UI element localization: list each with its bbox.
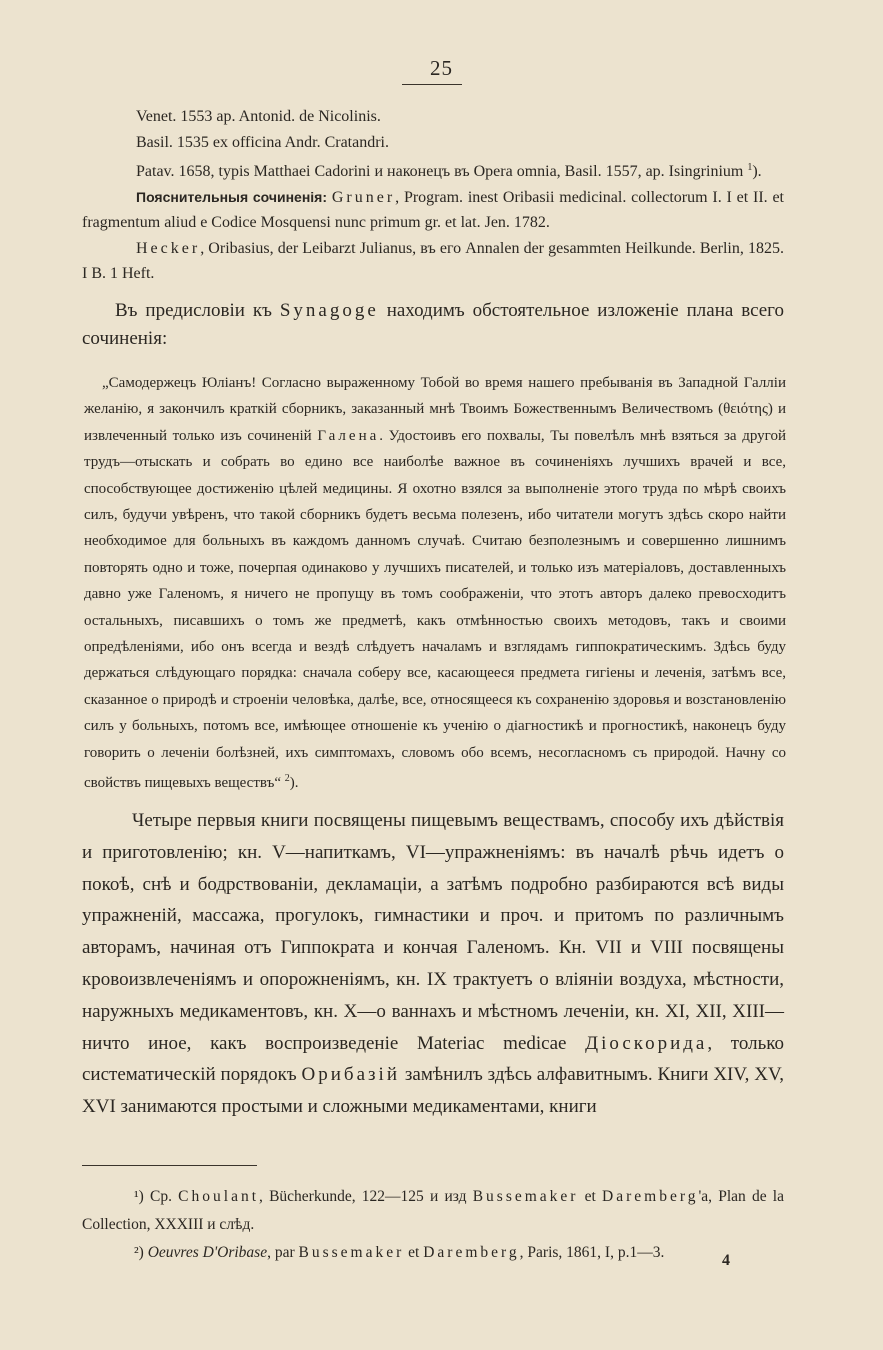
page-number: 25 xyxy=(430,56,453,80)
books-paragraph: Четыре первыя книги посвящены пищевымъ веществамъ, способу ихъ дѣйствія и приготовленію; кн. V—напиткамъ, VI—упражненіямъ: въ началѣ рѣчь идетъ о покоѣ, снѣ и бодрствованіи, декламаціи, а затѣмъ подробно разбираются всѣ виды упражненій, массажа, прогулокъ, гимнастики и проч. и притомъ по различнымъ авторамъ, начиная отъ Гиппократа и кончая Галеномъ. Кн. VII и VIII посвящены кровоизвлеченіямъ и опорожненіямъ, кн. IX трактуетъ о вліяніи воздуха, мѣстности, наружныхъ медикаментовъ, кн. X—о ваннахъ и мѣстномъ леченіи, кн. XI, XII, XIII—ничто иное, какъ воспроизведеніе Materiac medicae Діоскорида, только систематическій порядокъ Орибазій замѣнилъ здѣсь алфавитнымъ. Книги XIV, XV, XVI занимаются простыми и сложными медикаментами, книги xyxy=(82,810,785,1118)
author-hecker: Hecker xyxy=(136,239,201,257)
page-number-rule xyxy=(402,84,462,85)
footnote-rule xyxy=(82,1165,257,1166)
signature-mark: 4 xyxy=(722,1252,730,1269)
intro-paragraph: Въ предисловіи къ Synagoge находимъ обстоятельное изложеніе плана всего сочиненія: xyxy=(82,300,784,349)
footnote-ref-2: 2 xyxy=(284,773,290,785)
preface-quote: „Самодержецъ Юліанъ! Согласно выраженному Тобой во время нашего пребыванія въ Западной Галліи желанію, я закончилъ краткій сборникъ, заказанный мнѣ Твоимъ Божественнымъ Величествомъ (θειότης) и извлеченный только изъ сочиненій Галена. Удостоивъ его похвалы, Ты повелѣлъ мнѣ взяться за другой трудъ—отыскать и собрать во едино все наиболѣе важное въ сочиненіяхъ лучшихъ врачей и все, способствующее достиженію цѣлей медицины. Я охотно взялся за выполненіе этого труда по мѣрѣ своихъ силъ, будучи увѣренъ, что такой сборникъ будетъ весьма полезенъ, ибо читатели могутъ здѣсь скоро найти необходимое для больныхъ въ каждомъ данномъ случаѣ. Считаю безполезнымъ и совершенно лишнимъ повторять одно и тоже, почерпая одинаково у лучшихъ писателей, и только изъ матеріаловъ, доставленныхъ давно уже Галеномъ, я ничего не пропущу въ томъ соображеніи, что этотъ авторъ далеко превосходитъ остальныхъ, писавшихъ о томъ же предметѣ, какъ отмѣнностью своихъ методовъ, такъ и своими опредѣленіями, ибо онъ всегда и вездѣ слѣдуетъ началамъ и взглядамъ гиппократическимъ. Здѣсь буду держаться слѣдующаго порядка: сначала соберу все, касающееся предмета гигіены и леченія, затѣмъ все, сказанное о природѣ и строеніи человѣка, далѣе, все, относящееся къ сохраненію здоровья и возстановленію силъ у больныхъ, потомъ все, имѣющее отношеніе къ ученію о діагностикѣ и прогностикѣ, наконецъ буду говорить о леченіи болѣзней, ихъ симптомахъ, словомъ обо всемъ, несогласномъ съ природой. Начну со свойствъ пищевыхъ веществъ“ $^2$). xyxy=(84,375,786,792)
explanatory-works: Пояснительныя сочиненія: Gruner, Program. inest Oribasii medicinal. collectorum I. I et II. et fragmentum aliud e Codice Mosquensi nunc primum gr. et lat. Jen. 1782. xyxy=(82,188,784,231)
footnote-2: ²) Oeuvres D'Oribase, par Bussemaker et Daremberg, Paris, 1861, I, p.1—3. xyxy=(134,1244,665,1261)
explanatory-label: Пояснительныя сочиненія: xyxy=(136,188,328,205)
name-dioscorides: Діоскорида xyxy=(585,1032,708,1054)
source-venet: Venet. 1553 ap. Antonid. de Nicolinis. xyxy=(136,108,381,125)
source-patav: Patav. 1658, typis Matthaei Cadorini и наконецъ въ Opera omnia, Basil. 1557, ap. Isingrinium $^1$). xyxy=(136,162,762,180)
author-gruner: Gruner xyxy=(331,188,396,206)
name-galen: Галена xyxy=(317,427,380,444)
footnotes xyxy=(82,1183,784,1267)
name-oribasius: Орибазій xyxy=(301,1064,400,1086)
source-hecker: Hecker, Oribasius, der Leibarzt Julianus, въ его Annalen der gesammten Heilkunde. Berlin, 1825. I B. 1 Heft. xyxy=(82,239,784,282)
term-synagoge: Synagoge xyxy=(279,300,379,321)
sources-list xyxy=(82,104,784,287)
footnote-ref-1: 1 xyxy=(747,162,753,173)
footnote-1: ¹) Cp. Choulant, Bücherkunde, 122—125 и изд Bussemaker et Daremberg'a, Plan de la Collection, XXXIII и слѣд. xyxy=(82,1188,784,1233)
source-basil: Basil. 1535 ex officina Andr. Cratandri. xyxy=(136,133,389,151)
